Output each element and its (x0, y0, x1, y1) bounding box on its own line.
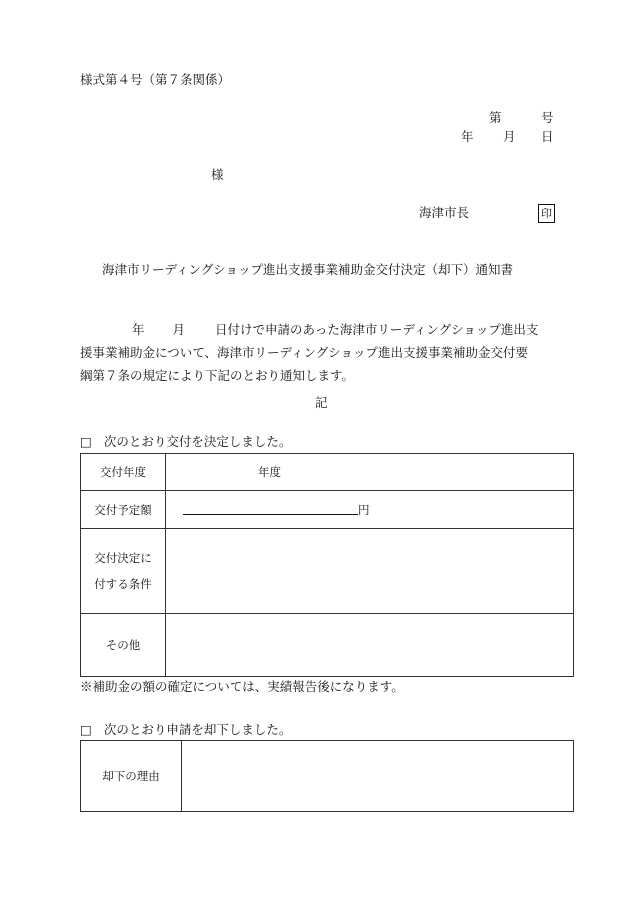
body-year-label: 年 (132, 322, 145, 337)
body-line-2: 援事業補助金について、海津市リーディングショップ進出支援事業補助金交付要 (80, 345, 529, 360)
date-year-label: 年 (461, 129, 474, 144)
conditions-label-line-1: 交付決定に (94, 551, 152, 565)
body-month-label: 月 (172, 322, 186, 337)
decision-heading-text: 次のとおり交付を決定しました。 (103, 434, 292, 449)
other-row (81, 614, 574, 677)
fiscal-year-value[interactable]: 年度 (166, 454, 574, 491)
amount-field[interactable] (166, 491, 574, 529)
amount-label: 交付予定額 (81, 491, 166, 529)
doc-number-suffix: 号 (541, 110, 554, 125)
conditions-field[interactable] (166, 529, 574, 614)
form-number: 様式第４号（第７条関係） (80, 72, 231, 87)
amount-unit: 円 (358, 502, 370, 517)
notice-body (80, 318, 580, 387)
fiscal-year-row (81, 454, 574, 491)
amount-row (81, 491, 574, 529)
rejection-reason-field[interactable] (182, 741, 574, 812)
seal-box: 印 (538, 204, 555, 223)
other-label: その他 (81, 614, 166, 677)
decision-checkbox[interactable]: □ (80, 434, 92, 449)
issuer-name: 海津市長 (419, 205, 470, 220)
decision-note: ※補助金の額の確定については、実績報告後になります。 (80, 679, 404, 694)
rejection-heading-text: 次のとおり申請を却下しました。 (103, 722, 292, 737)
rejection-reason-label: 却下の理由 (81, 741, 182, 812)
rejection-heading (80, 724, 291, 737)
rejection-reason-row (81, 741, 574, 812)
rejection-checkbox[interactable]: □ (80, 722, 92, 737)
amount-underline (183, 506, 358, 515)
ki-heading: 記 (315, 395, 328, 410)
conditions-label-line-2: 付する条件 (94, 577, 152, 591)
date-day-label: 日 (541, 129, 554, 144)
decision-table (80, 453, 574, 677)
doc-number-prefix: 第 (489, 110, 502, 125)
date-month-label: 月 (503, 129, 516, 144)
document-title: 海津市リーディングショップ進出支援事業補助金交付決定（却下）通知書 (102, 262, 514, 277)
conditions-label (81, 529, 166, 614)
decision-heading (80, 436, 291, 449)
conditions-row (81, 529, 574, 614)
body-line-1-text: 日付けで申請のあった海津市リーディングショップ進出支 (215, 322, 539, 337)
body-line-1 (80, 318, 580, 341)
other-field[interactable] (166, 614, 574, 677)
body-line-3: 綱第７条の規定により下記のとおり通知します。 (80, 368, 355, 383)
addressee-suffix: 様 (211, 167, 224, 182)
rejection-table (80, 740, 574, 812)
fiscal-year-label: 交付年度 (81, 454, 166, 491)
